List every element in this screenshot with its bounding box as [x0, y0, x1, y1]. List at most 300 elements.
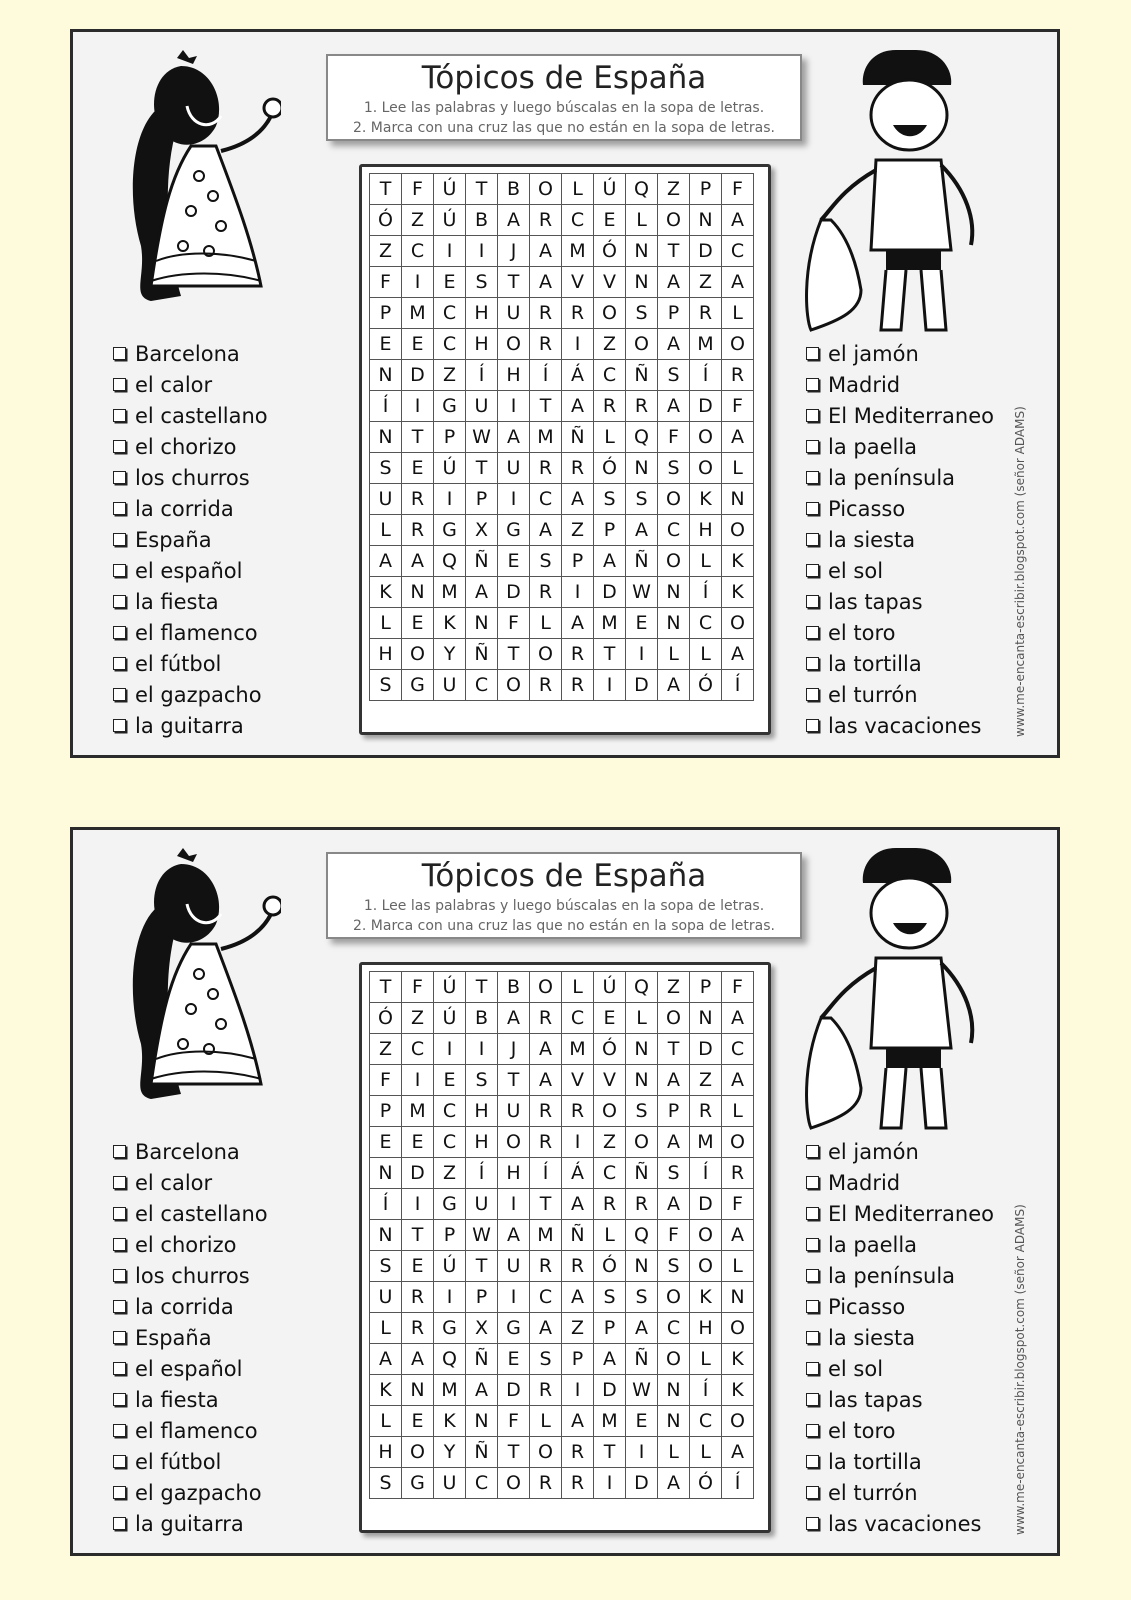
grid-cell: C — [722, 236, 754, 267]
grid-cell: M — [690, 1127, 722, 1158]
word-label: el toro — [828, 1419, 896, 1443]
instructions — [328, 896, 800, 936]
grid-cell: E — [434, 1065, 466, 1096]
checkbox-icon[interactable] — [113, 409, 126, 422]
checkbox-icon[interactable] — [113, 1486, 126, 1499]
word-item — [806, 1323, 994, 1354]
word-item — [113, 1354, 268, 1385]
word-label: Madrid — [828, 373, 901, 397]
grid-cell: D — [690, 391, 722, 422]
grid-cell: Z — [690, 267, 722, 298]
grid-cell: L — [722, 1251, 754, 1282]
checkbox-icon[interactable] — [113, 719, 126, 732]
worksheet-card-bottom — [70, 827, 1060, 1556]
grid-cell: F — [722, 391, 754, 422]
grid-cell: O — [722, 1406, 754, 1437]
grid-cell: W — [466, 1220, 498, 1251]
grid-cell: A — [722, 1437, 754, 1468]
grid-cell: G — [402, 1468, 434, 1499]
grid-cell: A — [594, 546, 626, 577]
grid-row — [370, 1468, 754, 1499]
grid-cell: D — [690, 236, 722, 267]
checkbox-icon[interactable] — [806, 1300, 819, 1313]
word-list-right — [806, 1137, 994, 1540]
checkbox-icon[interactable] — [113, 347, 126, 360]
grid-cell: A — [658, 329, 690, 360]
checkbox-icon[interactable] — [113, 471, 126, 484]
word-label: el español — [135, 559, 243, 583]
grid-cell: O — [722, 1313, 754, 1344]
checkbox-icon[interactable] — [113, 688, 126, 701]
grid-cell: G — [434, 391, 466, 422]
grid-cell: I — [498, 1189, 530, 1220]
grid-cell: N — [370, 360, 402, 391]
grid-cell: O — [530, 1437, 562, 1468]
word-item — [113, 711, 268, 742]
checkbox-icon[interactable] — [806, 1331, 819, 1344]
grid-cell: Í — [690, 577, 722, 608]
checkbox-icon[interactable] — [113, 626, 126, 639]
grid-cell: L — [722, 298, 754, 329]
grid-cell: A — [562, 1189, 594, 1220]
grid-cell: B — [498, 972, 530, 1003]
checkbox-icon[interactable] — [806, 1145, 819, 1158]
checkbox-icon[interactable] — [113, 1362, 126, 1375]
grid-row — [370, 577, 754, 608]
grid-cell: Ú — [434, 205, 466, 236]
grid-cell: Í — [690, 1375, 722, 1406]
grid-cell: I — [498, 391, 530, 422]
checkbox-icon[interactable] — [806, 1176, 819, 1189]
grid-cell: Z — [434, 360, 466, 391]
word-label: la guitarra — [135, 1512, 244, 1536]
grid-cell: P — [370, 298, 402, 329]
checkbox-icon[interactable] — [806, 1269, 819, 1282]
checkbox-icon[interactable] — [806, 409, 819, 422]
grid-cell: U — [466, 1189, 498, 1220]
word-item — [806, 649, 994, 680]
checkbox-icon[interactable] — [113, 1176, 126, 1189]
checkbox-icon[interactable] — [113, 1331, 126, 1344]
grid-cell: O — [722, 1127, 754, 1158]
word-item — [113, 1509, 268, 1540]
grid-cell: Á — [562, 360, 594, 391]
grid-cell: O — [626, 329, 658, 360]
grid-cell: T — [498, 267, 530, 298]
word-item — [806, 1292, 994, 1323]
grid-cell: R — [562, 298, 594, 329]
grid-cell: S — [626, 1096, 658, 1127]
grid-cell: R — [562, 453, 594, 484]
grid-cell: O — [722, 608, 754, 639]
checkbox-icon[interactable] — [806, 1455, 819, 1468]
checkbox-icon[interactable] — [113, 440, 126, 453]
word-label: el fútbol — [135, 652, 222, 676]
grid-cell: R — [530, 205, 562, 236]
grid-cell: U — [466, 391, 498, 422]
checkbox-icon[interactable] — [806, 533, 819, 546]
grid-cell: P — [562, 1344, 594, 1375]
grid-cell: J — [498, 1034, 530, 1065]
grid-cell: A — [722, 422, 754, 453]
grid-cell: I — [434, 1034, 466, 1065]
grid-cell: P — [370, 1096, 402, 1127]
grid-cell: L — [722, 1096, 754, 1127]
word-item — [806, 618, 994, 649]
grid-cell: O — [626, 1127, 658, 1158]
checkbox-icon[interactable] — [806, 595, 819, 608]
credit-text: www.me-encanta-escribir.blogspot.com (señor ADAMS) — [1013, 1204, 1027, 1535]
word-item — [113, 680, 268, 711]
grid-cell: Z — [594, 1127, 626, 1158]
grid-cell: I — [434, 484, 466, 515]
grid-cell: R — [562, 1251, 594, 1282]
grid-cell: Ú — [594, 174, 626, 205]
torero-illustration — [801, 40, 1021, 340]
grid-cell: D — [498, 577, 530, 608]
grid-cell: H — [466, 298, 498, 329]
word-label: la corrida — [135, 1295, 234, 1319]
grid-cell: P — [690, 972, 722, 1003]
checkbox-icon[interactable] — [113, 502, 126, 515]
grid-cell: T — [498, 639, 530, 670]
grid-cell: A — [370, 1344, 402, 1375]
grid-cell: Í — [466, 360, 498, 391]
grid-cell: U — [434, 1468, 466, 1499]
word-item — [806, 401, 994, 432]
grid-cell: A — [498, 205, 530, 236]
grid-cell: K — [370, 577, 402, 608]
checkbox-icon[interactable] — [806, 1393, 819, 1406]
word-label: las tapas — [828, 590, 923, 614]
checkbox-icon[interactable] — [806, 1238, 819, 1251]
checkbox-icon[interactable] — [113, 564, 126, 577]
word-label: la tortilla — [828, 1450, 922, 1474]
checkbox-icon[interactable] — [806, 564, 819, 577]
word-item — [806, 1447, 994, 1478]
grid-cell: K — [370, 1375, 402, 1406]
grid-cell: R — [530, 670, 562, 701]
grid-cell: L — [626, 205, 658, 236]
checkbox-icon[interactable] — [806, 719, 819, 732]
grid-cell: Y — [434, 1437, 466, 1468]
grid-cell: P — [562, 546, 594, 577]
grid-row — [370, 1437, 754, 1468]
grid-cell: U — [498, 298, 530, 329]
word-label: el turrón — [828, 1481, 918, 1505]
grid-cell: N — [658, 608, 690, 639]
grid-cell: E — [370, 1127, 402, 1158]
word-item — [806, 1261, 994, 1292]
grid-cell: R — [530, 453, 562, 484]
grid-cell: A — [530, 236, 562, 267]
grid-cell: Ó — [370, 205, 402, 236]
checkbox-icon[interactable] — [113, 378, 126, 391]
grid-cell: E — [594, 205, 626, 236]
grid-row — [370, 484, 754, 515]
grid-cell: P — [594, 1313, 626, 1344]
grid-cell: I — [562, 1127, 594, 1158]
grid-cell: N — [658, 577, 690, 608]
grid-cell: C — [722, 1034, 754, 1065]
grid-cell: I — [594, 670, 626, 701]
grid-cell: N — [626, 1034, 658, 1065]
word-item — [113, 1323, 268, 1354]
grid-cell: O — [594, 1096, 626, 1127]
grid-row — [370, 1313, 754, 1344]
word-item — [113, 587, 268, 618]
grid-cell: E — [626, 608, 658, 639]
checkbox-icon[interactable] — [806, 502, 819, 515]
word-label: el gazpacho — [135, 683, 262, 707]
grid-cell: T — [530, 1189, 562, 1220]
grid-cell: S — [658, 1251, 690, 1282]
checkbox-icon[interactable] — [806, 378, 819, 391]
grid-cell: K — [690, 1282, 722, 1313]
grid-cell: Ñ — [562, 422, 594, 453]
grid-cell: L — [722, 453, 754, 484]
word-label: Madrid — [828, 1171, 901, 1195]
instruction-1: 1. Lee las palabras y luego búscalas en la sopa de letras. — [363, 100, 765, 116]
checkbox-icon[interactable] — [113, 533, 126, 546]
grid-cell: N — [626, 1251, 658, 1282]
grid-cell: A — [722, 1003, 754, 1034]
grid-row — [370, 1375, 754, 1406]
word-item — [113, 401, 268, 432]
grid-row — [370, 1034, 754, 1065]
grid-cell: F — [402, 174, 434, 205]
checkbox-icon[interactable] — [113, 1145, 126, 1158]
grid-cell: C — [530, 1282, 562, 1313]
checkbox-icon[interactable] — [113, 1455, 126, 1468]
grid-cell: X — [466, 1313, 498, 1344]
word-item — [113, 370, 268, 401]
checkbox-icon[interactable] — [806, 440, 819, 453]
checkbox-icon[interactable] — [113, 1517, 126, 1530]
grid-cell: R — [562, 670, 594, 701]
grid-row — [370, 1065, 754, 1096]
word-item — [113, 1447, 268, 1478]
checkbox-icon[interactable] — [113, 595, 126, 608]
checkbox-icon[interactable] — [806, 1486, 819, 1499]
checkbox-icon[interactable] — [806, 471, 819, 484]
grid-cell: A — [658, 1127, 690, 1158]
grid-cell: K — [722, 1344, 754, 1375]
grid-cell: P — [466, 484, 498, 515]
checkbox-icon[interactable] — [113, 657, 126, 670]
grid-cell: S — [466, 1065, 498, 1096]
checkbox-icon[interactable] — [113, 1269, 126, 1282]
grid-cell: O — [530, 639, 562, 670]
grid-cell: Í — [722, 670, 754, 701]
grid-cell: R — [626, 391, 658, 422]
grid-cell: G — [402, 670, 434, 701]
grid-cell: A — [658, 1189, 690, 1220]
grid-cell: C — [434, 1127, 466, 1158]
grid-cell: C — [562, 205, 594, 236]
instruction-2: 2. Marca con una cruz las que no están en la sopa de letras. — [352, 918, 775, 934]
grid-cell: A — [722, 1220, 754, 1251]
word-label: el calor — [135, 1171, 213, 1195]
grid-cell: H — [690, 1313, 722, 1344]
grid-cell: Ñ — [626, 1158, 658, 1189]
grid-cell: Ñ — [562, 1220, 594, 1251]
grid-cell: T — [370, 174, 402, 205]
grid-cell: A — [370, 546, 402, 577]
grid-cell: U — [498, 1251, 530, 1282]
checkbox-icon[interactable] — [806, 1424, 819, 1437]
grid-cell: C — [402, 1034, 434, 1065]
grid-cell: S — [658, 1158, 690, 1189]
grid-cell: A — [562, 608, 594, 639]
grid-row — [370, 236, 754, 267]
word-item — [113, 1199, 268, 1230]
grid-cell: C — [594, 1158, 626, 1189]
grid-cell: Q — [626, 174, 658, 205]
grid-cell: D — [402, 360, 434, 391]
grid-cell: O — [690, 422, 722, 453]
grid-cell: Ñ — [626, 1344, 658, 1375]
word-item — [806, 1168, 994, 1199]
grid-row — [370, 1189, 754, 1220]
grid-cell: A — [530, 515, 562, 546]
grid-cell: O — [690, 1220, 722, 1251]
checkbox-icon[interactable] — [113, 1238, 126, 1251]
grid-row — [370, 1158, 754, 1189]
grid-cell: O — [498, 329, 530, 360]
grid-cell: R — [626, 1189, 658, 1220]
grid-cell: R — [722, 360, 754, 391]
flamenca-illustration — [121, 46, 281, 306]
checkbox-icon[interactable] — [113, 1207, 126, 1220]
grid-cell: O — [658, 1003, 690, 1034]
grid-cell: A — [562, 1406, 594, 1437]
word-item — [113, 1137, 268, 1168]
grid-cell: A — [402, 1344, 434, 1375]
grid-cell: Í — [370, 391, 402, 422]
checkbox-icon[interactable] — [806, 347, 819, 360]
grid-cell: N — [466, 1406, 498, 1437]
grid-cell: R — [562, 639, 594, 670]
grid-cell: U — [370, 1282, 402, 1313]
grid-cell: S — [658, 453, 690, 484]
grid-cell: W — [626, 1375, 658, 1406]
word-item — [806, 1230, 994, 1261]
grid-cell: T — [466, 1251, 498, 1282]
grid-cell: L — [658, 639, 690, 670]
grid-cell: S — [626, 484, 658, 515]
word-label: la fiesta — [135, 1388, 219, 1412]
word-label: el jamón — [828, 342, 919, 366]
grid-cell: H — [466, 1127, 498, 1158]
checkbox-icon[interactable] — [113, 1393, 126, 1406]
word-label: la siesta — [828, 528, 916, 552]
grid-cell: L — [690, 639, 722, 670]
grid-cell: F — [498, 608, 530, 639]
grid-cell: I — [626, 639, 658, 670]
word-label: El Mediterraneo — [828, 1202, 994, 1226]
word-label: Picasso — [828, 497, 906, 521]
grid-cell: Q — [626, 972, 658, 1003]
grid-cell: A — [562, 1282, 594, 1313]
grid-cell: A — [658, 1468, 690, 1499]
grid-cell: I — [402, 267, 434, 298]
grid-cell: G — [434, 1313, 466, 1344]
grid-cell: Í — [466, 1158, 498, 1189]
grid-row — [370, 391, 754, 422]
grid-cell: S — [626, 1282, 658, 1313]
word-label: el fútbol — [135, 1450, 222, 1474]
checkbox-icon[interactable] — [113, 1300, 126, 1313]
grid-cell: Z — [658, 972, 690, 1003]
grid-cell: R — [530, 298, 562, 329]
grid-row — [370, 1096, 754, 1127]
grid-cell: T — [498, 1065, 530, 1096]
grid-cell: M — [434, 1375, 466, 1406]
word-label: la península — [828, 1264, 956, 1288]
grid-cell: G — [434, 515, 466, 546]
grid-cell: Í — [690, 360, 722, 391]
grid-cell: Z — [402, 1003, 434, 1034]
word-label: Picasso — [828, 1295, 906, 1319]
checkbox-icon[interactable] — [806, 1517, 819, 1530]
grid-cell: E — [402, 1251, 434, 1282]
checkbox-icon[interactable] — [113, 1424, 126, 1437]
grid-row — [370, 174, 754, 205]
word-item — [806, 680, 994, 711]
grid-cell: A — [658, 267, 690, 298]
grid-cell: Ú — [434, 1003, 466, 1034]
grid-cell: R — [530, 329, 562, 360]
word-label: el gazpacho — [135, 1481, 262, 1505]
checkbox-icon[interactable] — [806, 1362, 819, 1375]
grid-cell: Ú — [434, 453, 466, 484]
grid-cell: C — [658, 515, 690, 546]
grid-cell: D — [690, 1034, 722, 1065]
checkbox-icon[interactable] — [806, 688, 819, 701]
grid-cell: S — [370, 453, 402, 484]
grid-cell: Ñ — [466, 1437, 498, 1468]
checkbox-icon[interactable] — [806, 626, 819, 639]
word-search-grid — [359, 164, 771, 735]
grid-cell: Ú — [434, 1251, 466, 1282]
grid-cell: O — [498, 670, 530, 701]
grid-cell: O — [722, 515, 754, 546]
grid-cell: M — [594, 608, 626, 639]
grid-cell: I — [466, 1034, 498, 1065]
checkbox-icon[interactable] — [806, 657, 819, 670]
grid-cell: I — [402, 1065, 434, 1096]
grid-cell: S — [370, 670, 402, 701]
word-item — [113, 432, 268, 463]
grid-cell: A — [658, 670, 690, 701]
grid-cell: A — [498, 1220, 530, 1251]
word-label: el toro — [828, 621, 896, 645]
word-item — [806, 1354, 994, 1385]
word-label: las vacaciones — [828, 1512, 982, 1536]
grid-cell: F — [722, 1189, 754, 1220]
grid-cell: U — [498, 1096, 530, 1127]
grid-cell: C — [530, 484, 562, 515]
grid-cell: H — [466, 1096, 498, 1127]
grid-cell: N — [370, 1158, 402, 1189]
grid-row — [370, 422, 754, 453]
grid-row — [370, 1282, 754, 1313]
worksheet-title: Tópicos de España — [421, 60, 707, 96]
word-label: España — [135, 528, 212, 552]
word-item — [806, 1478, 994, 1509]
checkbox-icon[interactable] — [806, 1207, 819, 1220]
